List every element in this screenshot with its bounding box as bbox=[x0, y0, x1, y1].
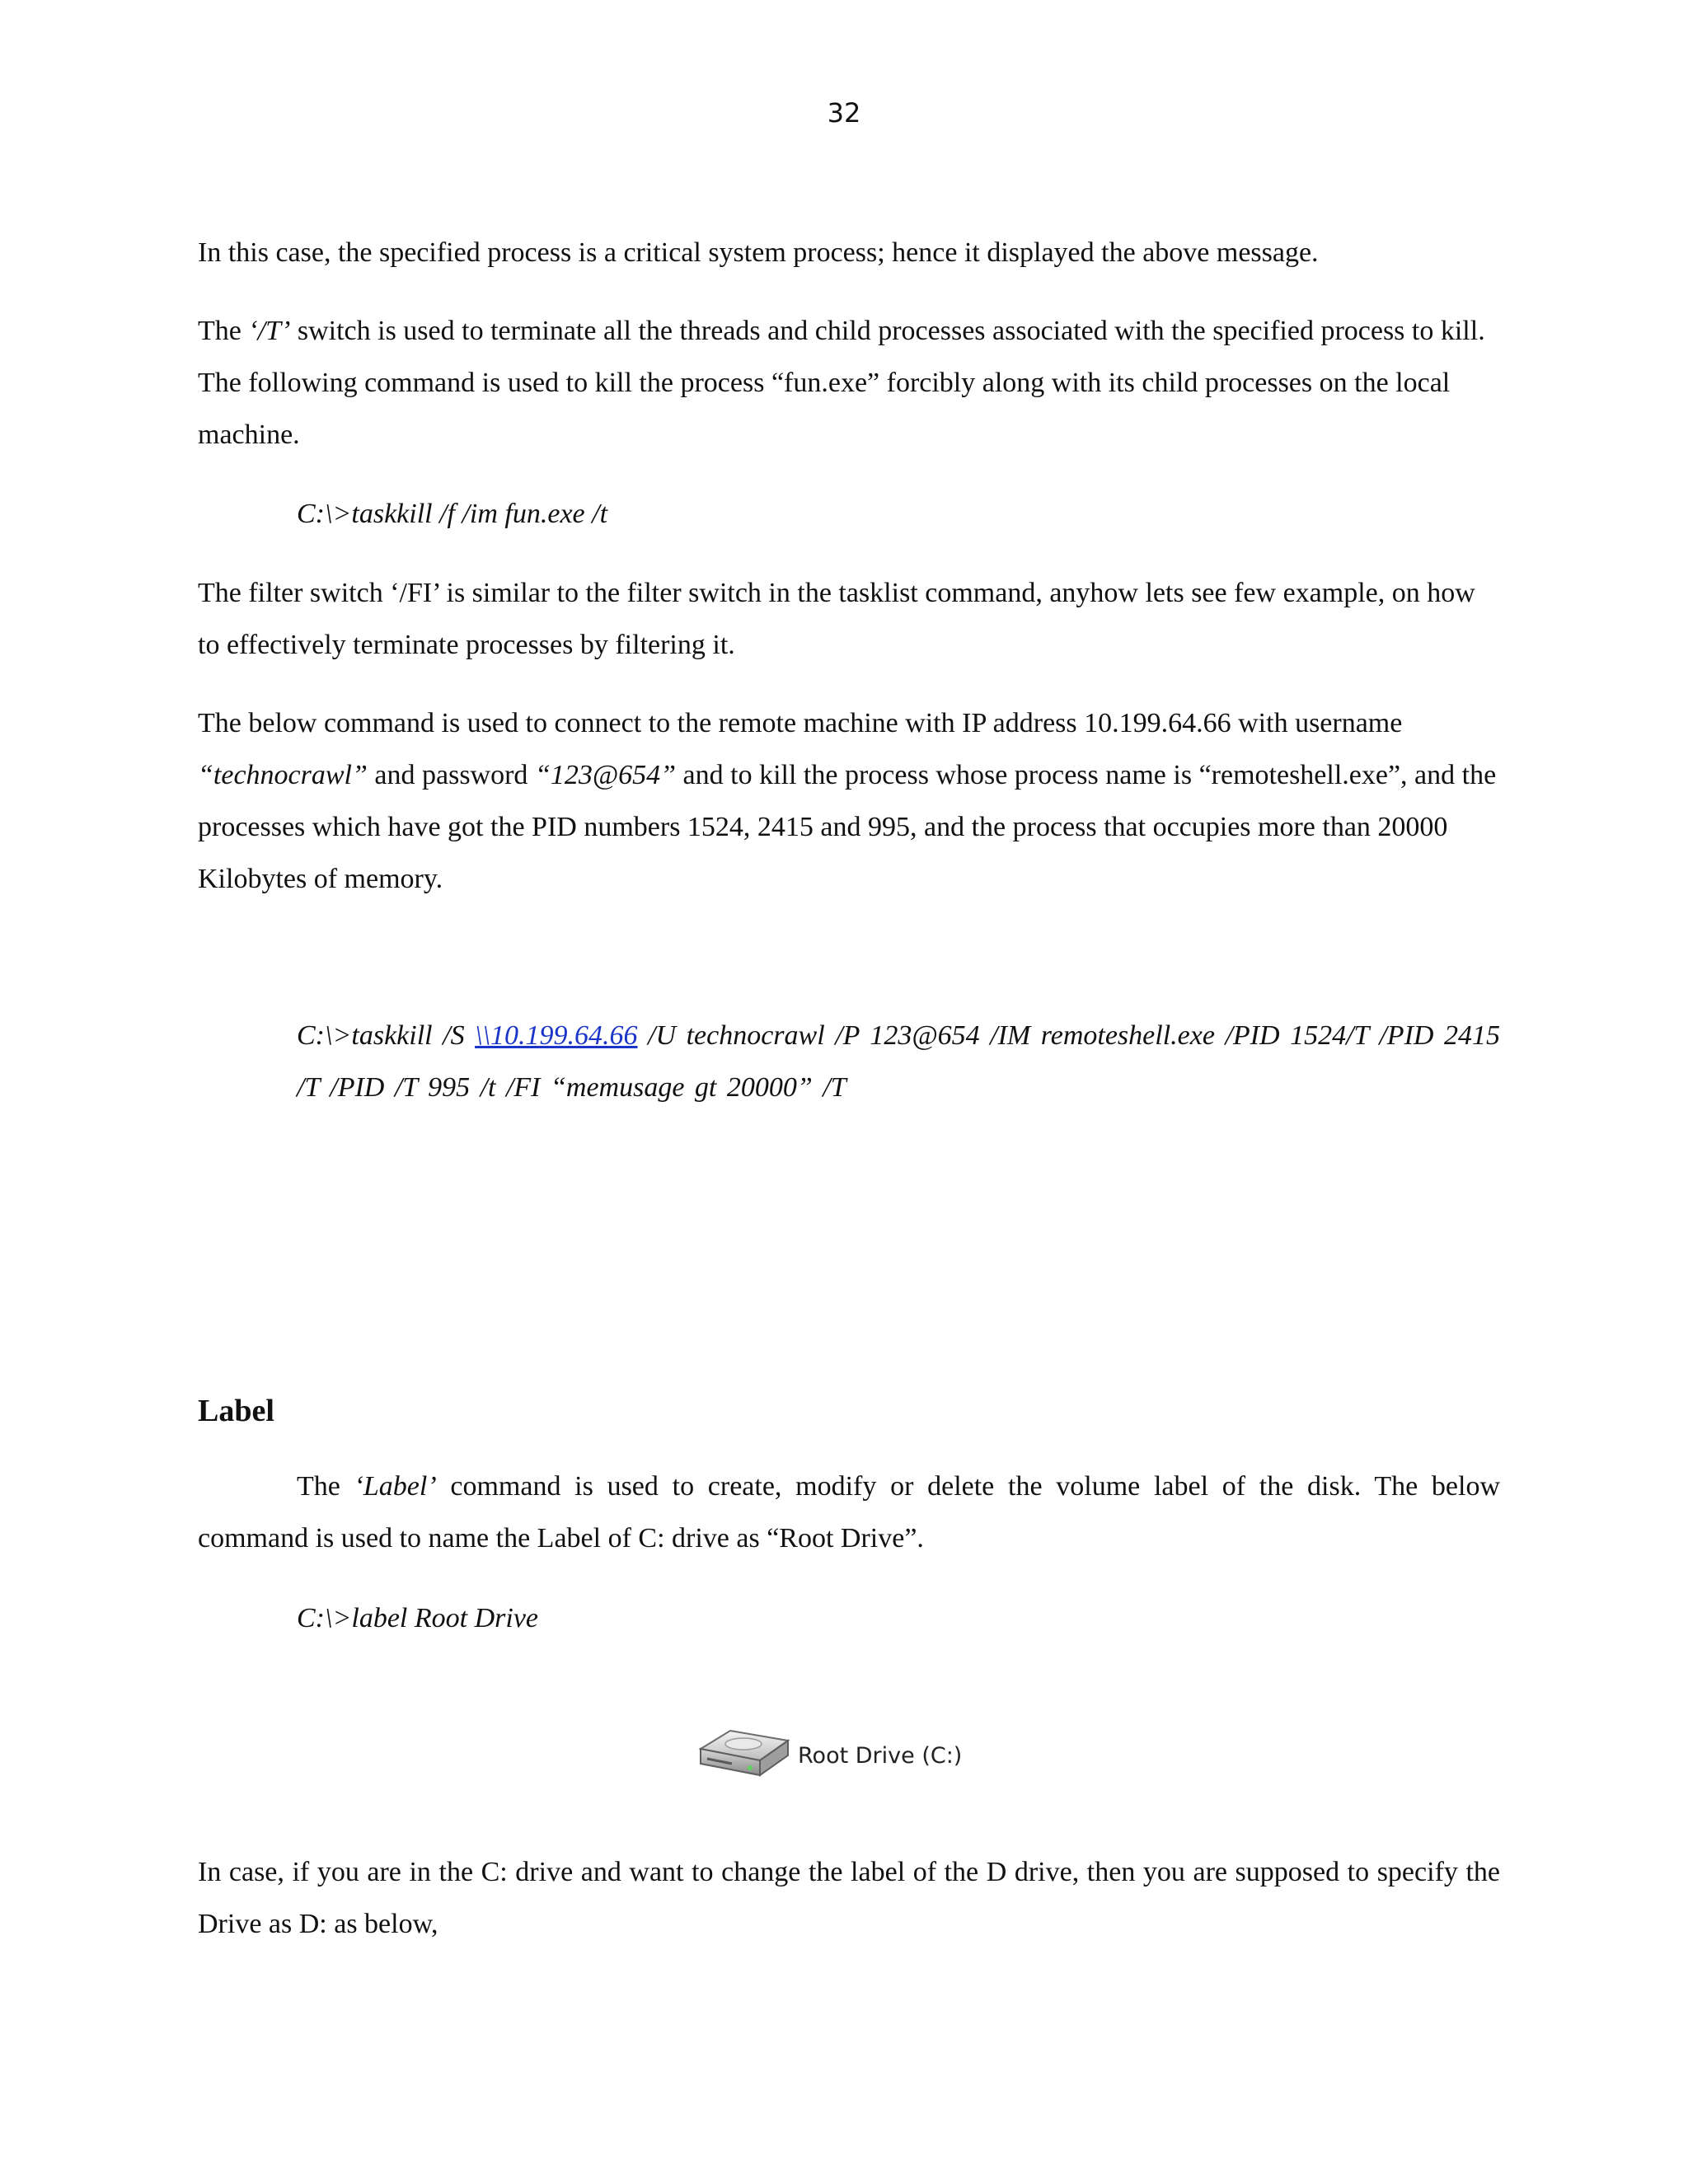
text: command is used to create, modify or delete the volume label of the disk. The below command is used to name the Label of C: drive as “Root Drive”. bbox=[198, 1471, 1500, 1554]
command-label-root-drive: C:\>label Root Drive bbox=[297, 1603, 539, 1633]
paragraph-t-switch bbox=[198, 305, 1500, 461]
text: The bbox=[297, 1471, 354, 1502]
text: C:\>taskkill /S bbox=[297, 1020, 476, 1051]
drive-figure bbox=[694, 1722, 962, 1788]
page-number: 32 bbox=[827, 97, 861, 129]
text: The bbox=[198, 316, 249, 346]
text: and password bbox=[367, 760, 535, 790]
command-taskkill-fun: C:\>taskkill /f /im fun.exe /t bbox=[297, 499, 608, 529]
paragraph-remote-machine bbox=[198, 697, 1500, 905]
paragraph-filter-switch: The filter switch ‘/FI’ is similar to the filter switch in the tasklist command, anyhow lets see few example, on how to effectively terminate processes by filtering it. bbox=[198, 578, 1475, 660]
t-switch: ‘/T’ bbox=[248, 316, 291, 346]
section-heading-label: Label bbox=[198, 1394, 274, 1428]
paragraph-change-d-drive: In case, if you are in the C: drive and want to change the label of the D drive, then you are supposed to specify the Drive as D: as below, bbox=[198, 1857, 1500, 1939]
paragraph-label-command bbox=[198, 1460, 1500, 1564]
password: “123@654” bbox=[534, 760, 677, 790]
drive-label: Root Drive (C:) bbox=[798, 1742, 963, 1769]
text: switch is used to terminate all the threads and child processes associated with the specified process to kill. The following command is used to kill the process “fun.exe” forcibly along with its child processes on the local machine. bbox=[198, 316, 1485, 450]
username: “technocrawl” bbox=[198, 760, 368, 790]
label-command: ‘Label’ bbox=[354, 1471, 437, 1502]
command-taskkill-remote bbox=[297, 1010, 1500, 1113]
text: The below command is used to connect to the remote machine with IP address 10.199.64.66 with username bbox=[198, 708, 1403, 738]
text: /U technocrawl /P 123@654 /IM remoteshell.exe /PID 1524/T /PID 2415 /T /PID /T 995 /t /FI “memusage gt 20000” /T bbox=[297, 1020, 1500, 1103]
paragraph-critical-process: In this case, the specified process is a critical system process; hence it displayed the above message. bbox=[198, 237, 1319, 268]
remote-ip-link[interactable]: \\10.199.64.66 bbox=[475, 1020, 638, 1051]
hard-drive-icon bbox=[694, 1724, 793, 1788]
text: and to kill the process whose process name is “remoteshell.exe”, and the processes which have got the PID numbers 1524, 2415 and 995, and the process that occupies more than 20000 Kilobytes of memory. bbox=[198, 760, 1497, 894]
